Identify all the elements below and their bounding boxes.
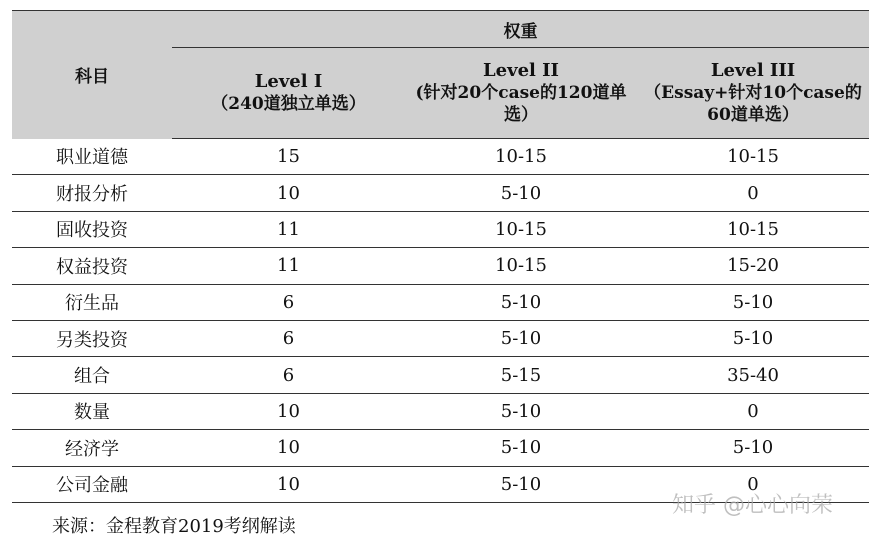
table-row [12, 357, 869, 393]
subject-cell: 公司金融 [12, 466, 172, 502]
level-3-cell: 5-10 [637, 320, 869, 356]
level-2-cell: 10-15 [405, 211, 637, 247]
level-3-cell: 10-15 [637, 211, 869, 247]
level-2-cell: 5-15 [405, 357, 637, 393]
level-1-cell: 10 [172, 175, 405, 211]
weight-group-header: 权重 [172, 11, 869, 48]
level-1-cell: 6 [172, 357, 405, 393]
level-1-cell: 6 [172, 284, 405, 320]
level-1-cell: 11 [172, 211, 405, 247]
level-3-desc: （Essay+针对10个case的60道单选） [644, 83, 862, 125]
weights-table [12, 10, 869, 503]
subject-cell: 职业道德 [12, 139, 172, 175]
table-header [12, 11, 869, 139]
subject-cell: 财报分析 [12, 175, 172, 211]
subject-cell: 固收投资 [12, 211, 172, 247]
level-1-cell: 10 [172, 430, 405, 466]
level-3-cell: 5-10 [637, 284, 869, 320]
level-2-cell: 5-10 [405, 430, 637, 466]
level-1-cell: 10 [172, 466, 405, 502]
table-row [12, 284, 869, 320]
level-2-cell: 5-10 [405, 466, 637, 502]
level-1-cell: 10 [172, 393, 405, 429]
table-row [12, 430, 869, 466]
level-3-cell: 0 [637, 393, 869, 429]
level-3-cell: 10-15 [637, 139, 869, 175]
table-row [12, 393, 869, 429]
level-3-cell: 5-10 [637, 430, 869, 466]
level-2-cell: 5-10 [405, 320, 637, 356]
level-2-cell: 5-10 [405, 393, 637, 429]
level-1-cell: 11 [172, 248, 405, 284]
subject-cell: 组合 [12, 357, 172, 393]
level-2-desc: (针对20个case的120道单选） [415, 83, 627, 125]
level-1-desc: （240道独立单选） [211, 94, 366, 114]
level-2-cell: 10-15 [405, 139, 637, 175]
level-2-cell: 10-15 [405, 248, 637, 284]
level-3-cell: 0 [637, 466, 869, 502]
table-body [12, 139, 869, 503]
watermark: 知乎 @心心向荣 [672, 493, 833, 518]
subject-cell: 另类投资 [12, 320, 172, 356]
level-1-name: Level I [254, 71, 323, 92]
level-3-name: Level III [710, 60, 796, 81]
level-3-cell: 35-40 [637, 357, 869, 393]
table-row [12, 175, 869, 211]
level-3-cell: 0 [637, 175, 869, 211]
level-2-header [405, 48, 637, 139]
level-1-cell: 15 [172, 139, 405, 175]
table-row [12, 211, 869, 247]
table-row [12, 248, 869, 284]
table-row [12, 139, 869, 175]
subject-cell: 权益投资 [12, 248, 172, 284]
table-row [12, 320, 869, 356]
subject-cell: 经济学 [12, 430, 172, 466]
level-2-cell: 5-10 [405, 175, 637, 211]
level-3-cell: 15-20 [637, 248, 869, 284]
level-3-header [637, 48, 869, 139]
subject-column-header [12, 11, 172, 139]
level-2-name: Level II [483, 60, 559, 81]
level-1-header [172, 48, 405, 139]
subject-cell: 衍生品 [12, 284, 172, 320]
level-2-cell: 5-10 [405, 284, 637, 320]
level-1-cell: 6 [172, 320, 405, 356]
subject-cell: 数量 [12, 393, 172, 429]
subject-header-label: 科目 [75, 67, 109, 88]
source-note: 来源：金程教育2019考纲解读 [52, 516, 296, 537]
